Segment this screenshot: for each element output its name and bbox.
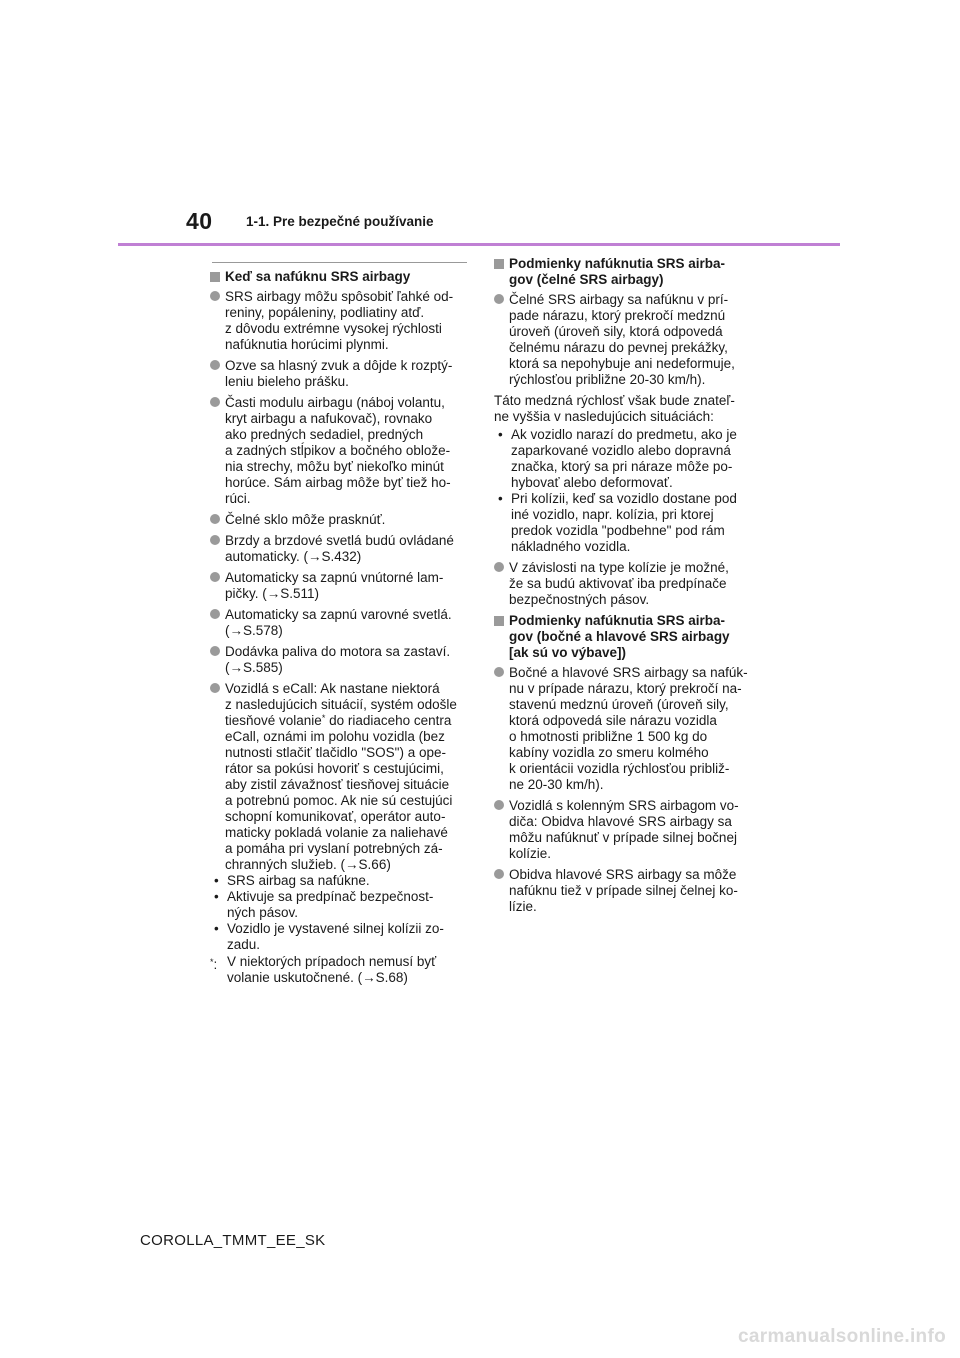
column-rule xyxy=(212,262,467,263)
sub-list-item: • SRS airbag sa nafúkne. xyxy=(214,873,370,888)
section-heading: Podmienky nafúknutia SRS airba- gov (bočné a hlavové SRS airbagy [ak sú vo výbave]) xyxy=(494,613,756,661)
list-item: Ozve sa hlasný zvuk a dôjde k rozptý- leniu bieleho prášku. xyxy=(210,358,472,390)
section-title: 1-1. Pre bezpečné používanie xyxy=(246,214,434,229)
sub-list-item: • Pri kolízii, keď sa vozidlo dostane pod iné vozidlo, napr. kolízia, pri ktorej predok vozidla "podbehne" pod rám nákladného vozidla. xyxy=(498,491,737,554)
circle-bullet-icon xyxy=(210,360,220,370)
square-bullet-icon xyxy=(210,272,220,282)
footnote-marker: * xyxy=(321,713,326,723)
circle-bullet-icon xyxy=(494,667,504,677)
list-item: Vozidlá s kolenným SRS airbagom vo- diča: Obidva hlavové SRS airbagy sa môžu nafúknuť v prípade silnej bočnej kolízie. xyxy=(494,798,756,862)
circle-bullet-icon xyxy=(210,291,220,301)
list-item: Čelné SRS airbagy sa nafúknu v prí- pade nárazu, ktorý prekročí medznú úroveň (úroveň sily, ktorá odpovedá čelnému nárazu do pevnej prekážky, ktorá sa nepohybuje ani nedeformuje, rýchlosťou približne 20-30 km/h). xyxy=(494,292,756,388)
circle-bullet-icon xyxy=(494,294,504,304)
circle-bullet-icon xyxy=(494,562,504,572)
sub-list-item: • Vozidlo je vystavené silnej kolízii zo- zadu. xyxy=(214,921,444,952)
list-item: V závislosti na type kolízie je možné, že sa budú aktivovať iba predpínače bezpečnostných pásov. xyxy=(494,560,756,608)
list-item: Čelné sklo môže prasknúť. xyxy=(210,512,472,528)
document-code: COROLLA_TMMT_EE_SK xyxy=(140,1232,326,1249)
list-item: Bočné a hlavové SRS airbagy sa nafúk- nu v prípade nárazu, ktorý prekročí na- stavenú medznú úroveň (úroveň sily, ktorá odpovedá sile nárazu vozidla o hmotnosti približne 1 500 kg do kabíny vozidla zo smeru kolmého k orientácii vozidla rýchlosťou približ- ne 20-30 km/h). xyxy=(494,665,756,793)
circle-bullet-icon xyxy=(494,800,504,810)
sub-list-item: • Ak vozidlo narazí do predmetu, ako je zaparkované vozidlo alebo dopravná značka, ktorý sa pri náraze môže po- hybovať alebo deformovať. xyxy=(498,427,737,490)
circle-bullet-icon xyxy=(210,683,220,693)
list-item: Brzdy a brzdové svetlá budú ovládané automaticky. (→S.432) xyxy=(210,533,472,565)
circle-bullet-icon xyxy=(210,397,220,407)
square-bullet-icon xyxy=(494,616,504,626)
section-heading: Keď sa nafúknu SRS airbagy xyxy=(210,269,472,285)
footnote: *: V niektorých prípadoch nemusí byť volanie uskutočnené. (→S.68) xyxy=(210,954,437,985)
list-item: Automaticky sa zapnú varovné svetlá. (→S.578) xyxy=(210,607,472,639)
circle-bullet-icon xyxy=(210,609,220,619)
right-column xyxy=(494,256,756,920)
list-item: SRS airbagy môžu spôsobiť ľahké od- reniny, popáleniny, podliatiny atď. z dôvodu extrémne vysokej rýchlosti nafúknutia horúcimi plynmi. xyxy=(210,289,472,353)
circle-bullet-icon xyxy=(210,646,220,656)
square-bullet-icon xyxy=(494,259,504,269)
circle-bullet-icon xyxy=(210,514,220,524)
list-item: Obidva hlavové SRS airbagy sa môže nafúknu tiež v prípade silnej čelnej ko- lízie. xyxy=(494,867,756,915)
sub-list-item: • Aktivuje sa predpínač bezpečnost- ných pásov. xyxy=(214,889,434,920)
page-reference: (→S.578) xyxy=(225,623,283,638)
section-heading: Podmienky nafúknutia SRS airba- gov (čelné SRS airbagy) xyxy=(494,256,756,288)
circle-bullet-icon xyxy=(494,869,504,879)
list-item: Časti modulu airbagu (náboj volantu, kryt airbagu a nafukovač), rovnako ako predných sedadiel, predných a zadných stĺpikov a bočného oblože- nia strechy, môžu byť niekoľko minút horúce. Sám airbag môže byť tiež ho- rúci. xyxy=(210,395,472,507)
page-reference: pičky. (→S.511) xyxy=(225,586,320,601)
paragraph: Táto medzná rýchlosť však bude znateľ- ne vyššia v nasledujúcich situáciách: xyxy=(494,393,735,424)
circle-bullet-icon xyxy=(210,535,220,545)
page-reference: (→S.585) xyxy=(225,660,283,675)
ecall-list-item: Vozidlá s eCall: Ak nastane niektorá z nasledujúcich situácií, systém odošle tiesňové volanie* do riadiaceho centra eCall, oznámi im polohu vozidla (bez nutnosti stlačiť tlačidlo "SOS") a ope- rátor sa pokúsi hovoriť s cestujúcimi, aby zistil závažnosť tiesňovej situácie a potrebnú pomoc. Ak nie sú cestujúci schopní komunikovať, operátor auto- maticky pokladá volanie za naliehavé a pomáha pri vyslaní potrebných zá- chranných služieb. (→S.66) xyxy=(210,681,472,873)
list-item: Automaticky sa zapnú vnútorné lam- pičky. (→S.511) xyxy=(210,570,472,602)
page-reference: automaticky. (→S.432) xyxy=(225,549,362,564)
circle-bullet-icon xyxy=(210,572,220,582)
watermark: carmanualsonline.info xyxy=(738,1326,946,1347)
page-number: 40 xyxy=(186,208,213,234)
header-rule xyxy=(118,243,840,246)
list-item: Dodávka paliva do motora sa zastaví. (→S.585) xyxy=(210,644,472,676)
left-column xyxy=(210,269,472,986)
